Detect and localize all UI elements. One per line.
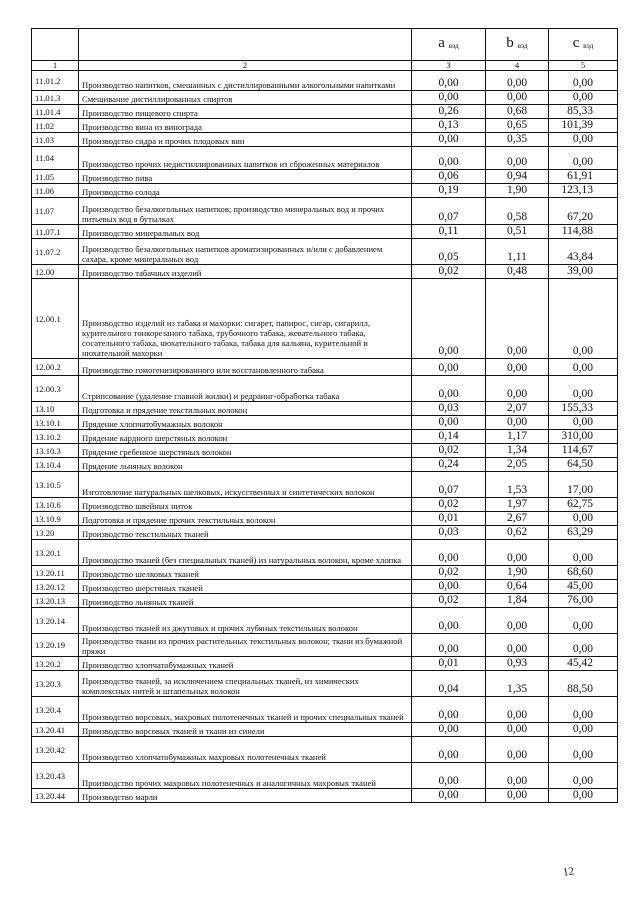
table-row xyxy=(32,608,618,634)
row-value-b: 0,00 xyxy=(486,279,549,359)
row-code: 13.10.1 xyxy=(32,416,79,430)
row-value-c: 88,50 xyxy=(549,671,618,697)
row-value-b: 0,62 xyxy=(486,526,549,540)
table-row xyxy=(32,402,618,416)
row-code: 13.20.41 xyxy=(32,723,79,737)
row-value-c: 0,00 xyxy=(549,608,618,634)
table-row xyxy=(32,594,618,608)
row-value-b: 0,00 xyxy=(486,359,549,376)
row-name: Производство вина из винограда xyxy=(79,119,412,133)
row-value-a: 0,19 xyxy=(412,184,486,198)
row-name: Производство солода xyxy=(79,184,412,198)
table-row xyxy=(32,540,618,566)
row-value-c: 0,00 xyxy=(549,91,618,105)
row-value-a: 0,00 xyxy=(412,580,486,594)
row-value-c: 0,00 xyxy=(549,763,618,789)
row-name: Подготовка и прядение прочих текстильных волокон xyxy=(79,512,412,526)
row-value-a: 0,02 xyxy=(412,498,486,512)
row-value-b: 1,17 xyxy=(486,430,549,444)
row-name: Изготовление натуральных шелковых, искусственных и синтетических волокон xyxy=(79,472,412,498)
row-name: Производство минеральных вод xyxy=(79,225,412,239)
row-value-c: 39,00 xyxy=(549,265,618,279)
row-code: 13.20.14 xyxy=(32,608,79,634)
row-name: Производство гомогенизированного или восстановленного табака xyxy=(79,359,412,376)
row-value-b: 1,84 xyxy=(486,594,549,608)
row-value-c: 45,42 xyxy=(549,657,618,671)
column-index-row xyxy=(32,61,618,71)
row-value-c: 114,67 xyxy=(549,444,618,458)
row-value-a: 0,07 xyxy=(412,472,486,498)
row-code: 11.04 xyxy=(32,147,79,170)
row-name: Производство табачных изделий xyxy=(79,265,412,279)
row-value-c: 114,88 xyxy=(549,225,618,239)
row-value-a: 0,02 xyxy=(412,566,486,580)
row-code: 11.07.1 xyxy=(32,225,79,239)
row-value-c: 61,91 xyxy=(549,170,618,184)
row-value-a: 0,00 xyxy=(412,697,486,723)
row-value-c: 0,00 xyxy=(549,723,618,737)
row-name: Подготовка и прядение текстильных волокон xyxy=(79,402,412,416)
row-value-a: 0,00 xyxy=(412,279,486,359)
row-name: Прядение льняных волокон xyxy=(79,458,412,472)
row-value-a: 0,03 xyxy=(412,402,486,416)
table-row xyxy=(32,498,618,512)
row-value-c: 0,00 xyxy=(549,376,618,402)
row-code: 11.05 xyxy=(32,170,79,184)
row-code: 11.01.2 xyxy=(32,71,79,91)
column-index-4: 4 xyxy=(486,61,549,71)
row-name: Производство пищевого спирта xyxy=(79,105,412,119)
row-value-c: 64,50 xyxy=(549,458,618,472)
row-name: Производство пива xyxy=(79,170,412,184)
row-value-b: 2,05 xyxy=(486,458,549,472)
header-cell-code xyxy=(32,29,79,61)
table-row xyxy=(32,71,618,91)
row-value-c: 0,00 xyxy=(549,279,618,359)
row-code: 13.20.43 xyxy=(32,763,79,789)
row-name: Производство прочих махровых полотенечных и аналогичных махровых тканей xyxy=(79,763,412,789)
row-code: 11.06 xyxy=(32,184,79,198)
row-value-b: 0,65 xyxy=(486,119,549,133)
row-value-c: 76,00 xyxy=(549,594,618,608)
row-value-c: 0,00 xyxy=(549,512,618,526)
row-name: Производство хлопчатобумажных тканей xyxy=(79,657,412,671)
row-value-a: 0,11 xyxy=(412,225,486,239)
row-value-c: 0,00 xyxy=(549,789,618,803)
row-value-a: 0,00 xyxy=(412,608,486,634)
table-row xyxy=(32,580,618,594)
row-value-b: 0,64 xyxy=(486,580,549,594)
header-cell-c: c $_{вэд}$ xyxy=(549,29,618,61)
table-row xyxy=(32,239,618,265)
table-row xyxy=(32,225,618,239)
row-code: 12.00 xyxy=(32,265,79,279)
row-name: Производство безалкогольных напитков ароматизированных и/или с добавлением сахара, кроме минеральных вод xyxy=(79,239,412,265)
row-code: 13.20.1 xyxy=(32,540,79,566)
row-code: 11.07.2 xyxy=(32,239,79,265)
row-value-b: 0,00 xyxy=(486,147,549,170)
row-code: 13.10.9 xyxy=(32,512,79,526)
row-value-a: 0,06 xyxy=(412,170,486,184)
row-code: 12.00.3 xyxy=(32,376,79,402)
row-name: Производство марли xyxy=(79,789,412,803)
row-code: 13.10.6 xyxy=(32,498,79,512)
row-value-b: 0,00 xyxy=(486,737,549,763)
row-value-a: 0,01 xyxy=(412,657,486,671)
row-value-c: 155,33 xyxy=(549,402,618,416)
row-value-c: 0,00 xyxy=(549,133,618,147)
table-row xyxy=(32,458,618,472)
header-cell-a: a $_{вэд}$ xyxy=(412,29,486,61)
row-value-a: 0,14 xyxy=(412,430,486,444)
row-value-b: 0,48 xyxy=(486,265,549,279)
row-name: Производство ворсовых тканей и ткани из синели xyxy=(79,723,412,737)
table-header-row xyxy=(32,29,618,61)
table-row xyxy=(32,566,618,580)
row-value-b: 0,00 xyxy=(486,723,549,737)
row-value-b: 1,97 xyxy=(486,498,549,512)
row-value-c: 85,33 xyxy=(549,105,618,119)
row-value-c: 310,00 xyxy=(549,430,618,444)
table-row xyxy=(32,416,618,430)
row-value-b: 0,00 xyxy=(486,540,549,566)
row-code: 13.10.3 xyxy=(32,444,79,458)
row-code: 13.20.4 xyxy=(32,697,79,723)
row-value-a: 0,00 xyxy=(412,737,486,763)
row-name: Производство ворсовых, махровых полотенечных тканей и прочих специальных тканей xyxy=(79,697,412,723)
row-value-a: 0,00 xyxy=(412,416,486,430)
row-code: 13.20.11 xyxy=(32,566,79,580)
table-row xyxy=(32,526,618,540)
row-value-c: 62,75 xyxy=(549,498,618,512)
header-cell-name xyxy=(79,29,412,61)
row-value-c: 68,60 xyxy=(549,566,618,580)
row-value-a: 0,00 xyxy=(412,91,486,105)
row-name: Производство сидра и прочих плодовых вин xyxy=(79,133,412,147)
row-value-b: 2,07 xyxy=(486,402,549,416)
row-value-a: 0,01 xyxy=(412,512,486,526)
row-name: Производство тканей из джутовых и прочих лубяных текстильных волокон xyxy=(79,608,412,634)
row-value-c: 0,00 xyxy=(549,697,618,723)
row-value-b: 0,94 xyxy=(486,170,549,184)
table-row xyxy=(32,105,618,119)
row-code: 13.20.3 xyxy=(32,671,79,697)
table-row xyxy=(32,671,618,697)
row-name: Прядение гребенное шерстяных волокон xyxy=(79,444,412,458)
row-value-c: 0,00 xyxy=(549,540,618,566)
table-row xyxy=(32,763,618,789)
row-value-c: 101,39 xyxy=(549,119,618,133)
row-value-c: 43,84 xyxy=(549,239,618,265)
column-index-1: 1 xyxy=(32,61,79,71)
row-name: Производство швейных ниток xyxy=(79,498,412,512)
table-row xyxy=(32,657,618,671)
row-value-a: 0,00 xyxy=(412,71,486,91)
row-value-a: 0,07 xyxy=(412,198,486,225)
row-value-b: 0,00 xyxy=(486,763,549,789)
row-name: Прядение хлопчатобумажных волокон xyxy=(79,416,412,430)
row-name: Производство шелковых тканей xyxy=(79,566,412,580)
table-row xyxy=(32,184,618,198)
row-value-b: 1,35 xyxy=(486,671,549,697)
row-name: Смешивание дистиллированных спиртов xyxy=(79,91,412,105)
document-page xyxy=(31,28,617,803)
row-code: 13.20 xyxy=(32,526,79,540)
row-value-a: 0,04 xyxy=(412,671,486,697)
row-value-c: 0,00 xyxy=(549,737,618,763)
row-name: Производство прочих недистиллированных напитков из сброженных материалов xyxy=(79,147,412,170)
row-value-a: 0,00 xyxy=(412,147,486,170)
row-code: 12.00.2 xyxy=(32,359,79,376)
row-value-b: 1,53 xyxy=(486,472,549,498)
row-code: 13.20.44 xyxy=(32,789,79,803)
table-row xyxy=(32,737,618,763)
table-row xyxy=(32,430,618,444)
row-value-b: 0,93 xyxy=(486,657,549,671)
row-value-a: 0,00 xyxy=(412,634,486,657)
row-name: Производство безалкогольных напитков; производство минеральных вод и прочих питьевых вод в бутылках xyxy=(79,198,412,225)
table-row xyxy=(32,119,618,133)
row-value-a: 0,24 xyxy=(412,458,486,472)
row-code: 11.07 xyxy=(32,198,79,225)
row-value-a: 0,00 xyxy=(412,540,486,566)
row-code: 13.10.2 xyxy=(32,430,79,444)
table-row xyxy=(32,444,618,458)
table-row xyxy=(32,198,618,225)
row-value-b: 1,90 xyxy=(486,184,549,198)
row-value-b: 0,00 xyxy=(486,634,549,657)
row-value-b: 0,00 xyxy=(486,91,549,105)
row-value-c: 123,13 xyxy=(549,184,618,198)
row-code: 13.20.2 xyxy=(32,657,79,671)
row-name: Производство льняных тканей xyxy=(79,594,412,608)
row-value-a: 0,00 xyxy=(412,723,486,737)
row-code: 13.20.42 xyxy=(32,737,79,763)
row-value-a: 0,03 xyxy=(412,526,486,540)
row-value-a: 0,00 xyxy=(412,133,486,147)
row-value-a: 0,00 xyxy=(412,359,486,376)
header-cell-b: b $_{вэд}$ xyxy=(486,29,549,61)
row-value-a: 0,00 xyxy=(412,376,486,402)
row-code: 12.00.1 xyxy=(32,279,79,359)
row-value-c: 17,00 xyxy=(549,472,618,498)
row-value-a: 0,13 xyxy=(412,119,486,133)
row-value-c: 45,00 xyxy=(549,580,618,594)
row-code: 13.20.19 xyxy=(32,634,79,657)
row-code: 13.10.5 xyxy=(32,472,79,498)
row-name: Производство изделий из табака и махорки: сигарет, папирос, сигар, сигарилл, курительного тонкорезаного табака, трубочного табака, жевательного табака, сосательного табака, нюхательного табака, табака для кальяна, курительной и нюхательной махорки xyxy=(79,279,412,359)
table-body xyxy=(32,71,618,803)
row-code: 13.20.13 xyxy=(32,594,79,608)
column-index-5: 5 xyxy=(549,61,618,71)
table-row xyxy=(32,512,618,526)
row-code: 13.10.4 xyxy=(32,458,79,472)
row-value-c: 0,00 xyxy=(549,359,618,376)
row-value-b: 0,00 xyxy=(486,789,549,803)
table-row xyxy=(32,697,618,723)
row-value-b: 0,00 xyxy=(486,376,549,402)
column-index-3: 3 xyxy=(412,61,486,71)
row-name: Производство текстильных тканей xyxy=(79,526,412,540)
row-value-b: 0,58 xyxy=(486,198,549,225)
table-row xyxy=(32,91,618,105)
row-code: 13.10 xyxy=(32,402,79,416)
row-code: 11.01.3 xyxy=(32,91,79,105)
table-row xyxy=(32,133,618,147)
row-value-b: 0,00 xyxy=(486,416,549,430)
row-value-a: 0,02 xyxy=(412,444,486,458)
coefficients-table xyxy=(31,28,618,803)
row-name: Производство тканей, за исключением специальных тканей, из химических комплексных нитей и штапельных волокон xyxy=(79,671,412,697)
row-value-b: 0,51 xyxy=(486,225,549,239)
row-value-a: 0,26 xyxy=(412,105,486,119)
row-value-b: 0,00 xyxy=(486,697,549,723)
row-name: Прядение кардного шерстяных волокон xyxy=(79,430,412,444)
row-name: Производство шерстяных тканей xyxy=(79,580,412,594)
row-value-b: 0,00 xyxy=(486,71,549,91)
row-value-c: 0,00 xyxy=(549,634,618,657)
table-row xyxy=(32,279,618,359)
row-value-c: 67,20 xyxy=(549,198,618,225)
table-row xyxy=(32,634,618,657)
row-value-b: 1,90 xyxy=(486,566,549,580)
row-value-c: 0,00 xyxy=(549,147,618,170)
row-code: 11.01.4 xyxy=(32,105,79,119)
table-row xyxy=(32,376,618,402)
table-row xyxy=(32,472,618,498)
row-name: Производство напитков, смешанных с дистиллированными алкогольными напитками xyxy=(79,71,412,91)
row-name: Стрипсование (удаление главной жилки) и редраинг-обработка табака xyxy=(79,376,412,402)
row-value-a: 0,02 xyxy=(412,265,486,279)
row-name: Производство ткани из прочих растительных текстильных волокон; ткани из бумажной пряжи xyxy=(79,634,412,657)
row-name: Производство тканей (без специальных тканей) из натуральных волокон, кроме хлопка xyxy=(79,540,412,566)
row-code: 11.03 xyxy=(32,133,79,147)
row-code: 11.02 xyxy=(32,119,79,133)
table-row xyxy=(32,170,618,184)
table-row xyxy=(32,723,618,737)
row-value-b: 1,11 xyxy=(486,239,549,265)
table-row xyxy=(32,147,618,170)
row-code: 13.20.12 xyxy=(32,580,79,594)
row-value-b: 0,00 xyxy=(486,608,549,634)
column-index-2: 2 xyxy=(79,61,412,71)
row-value-c: 0,00 xyxy=(549,416,618,430)
table-row xyxy=(32,265,618,279)
row-value-c: 0,00 xyxy=(549,71,618,91)
row-value-a: 0,00 xyxy=(412,789,486,803)
table-row xyxy=(32,789,618,803)
row-value-c: 63,29 xyxy=(549,526,618,540)
row-value-b: 2,67 xyxy=(486,512,549,526)
row-value-b: 0,35 xyxy=(486,133,549,147)
row-value-b: 0,68 xyxy=(486,105,549,119)
row-value-a: 0,00 xyxy=(412,763,486,789)
page-number: 12 xyxy=(562,865,575,879)
row-value-a: 0,02 xyxy=(412,594,486,608)
row-name: Производство хлопчатобумажных махровых полотенечных тканей xyxy=(79,737,412,763)
row-value-b: 1,34 xyxy=(486,444,549,458)
table-row xyxy=(32,359,618,376)
row-value-a: 0,05 xyxy=(412,239,486,265)
